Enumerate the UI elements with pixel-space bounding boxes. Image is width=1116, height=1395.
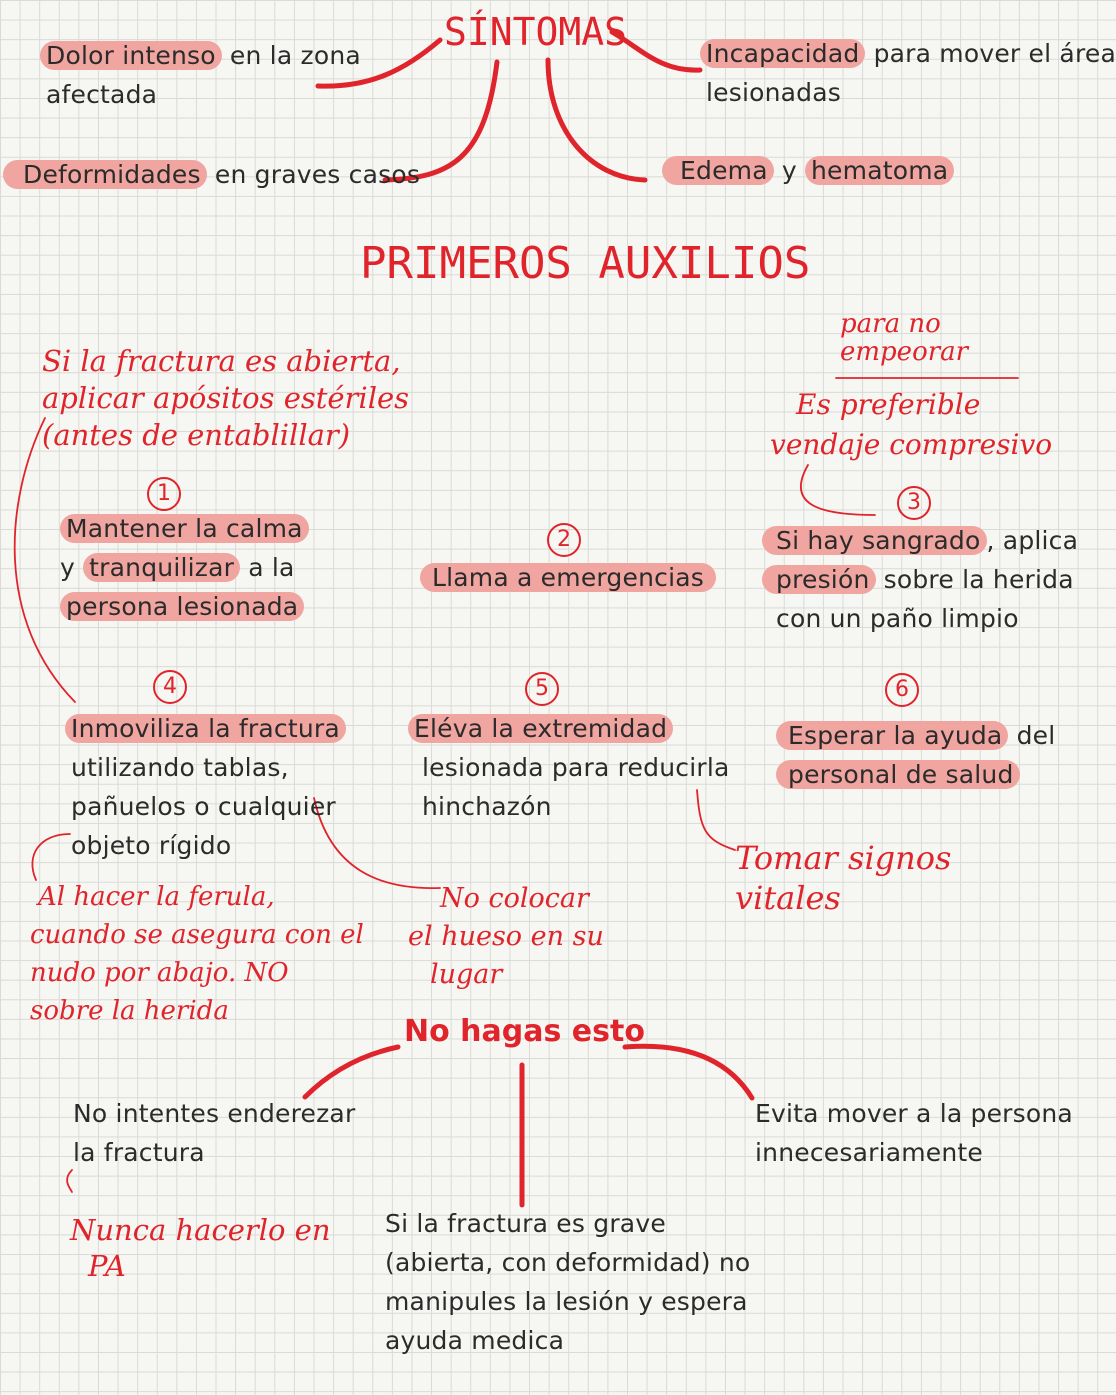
note-para-no-empeorar: para no empeorar bbox=[840, 309, 969, 367]
note-fractura-abierta: Si la fractura es abierta, aplicar apósitos estériles (antes de entablillar) bbox=[42, 344, 410, 452]
no-hagas-left: No intentes enderezar la fractura bbox=[73, 1099, 356, 1167]
highlight-incapacidad: Incapacidad bbox=[700, 39, 865, 68]
connector-no-hagas-right bbox=[625, 1046, 752, 1098]
note-signos-vitales: Tomar signos vitales bbox=[735, 839, 952, 917]
step-5-text: Eléva la extremidad lesionada para reducirla hinchazón bbox=[408, 709, 730, 826]
no-hagas-esto-title: No hagas esto bbox=[404, 1014, 645, 1049]
highlight-edema: Edema bbox=[662, 156, 774, 185]
note-no-colocar-hueso: No colocar el hueso en su lugar bbox=[408, 883, 604, 990]
highlight-hematoma: hematoma bbox=[805, 156, 954, 185]
step-2-text: Llama a emergencias bbox=[420, 558, 716, 597]
connector-vendaje-to-step3 bbox=[801, 465, 875, 515]
highlight-dolor: Dolor intenso bbox=[40, 41, 222, 70]
primeros-auxilios-title: PRIMEROS AUXILIOS bbox=[360, 238, 811, 289]
note-ferula: Al hacer la ferula, cuando se asegura con el nudo por abajo. NO sobre la herida bbox=[30, 882, 364, 1026]
symptom-edema: Edema y hematoma bbox=[662, 151, 954, 190]
symptom-incapacidad: Incapacidad para mover el área lesionadas bbox=[700, 34, 1116, 112]
connector-nohagas-left-note bbox=[67, 1170, 72, 1192]
note-nunca-hacerlo: Nunca hacerlo en PA bbox=[70, 1213, 331, 1283]
step-4-text: Inmoviliza la fractura utilizando tablas, pañuelos o cualquier objeto rígido bbox=[65, 709, 346, 865]
sintomas-title: SÍNTOMAS bbox=[444, 10, 628, 54]
step-6-text: Esperar la ayuda del personal de salud bbox=[776, 716, 1055, 794]
highlight-deformidades: Deformidades bbox=[3, 160, 207, 189]
step-3-number: 3 bbox=[897, 486, 931, 520]
connector-no-hagas-left bbox=[305, 1047, 398, 1097]
symptom-deformidades: Deformidades en graves casos bbox=[3, 155, 420, 194]
step-4-number: 4 bbox=[153, 670, 187, 704]
step-6-number: 6 bbox=[885, 673, 919, 707]
symptom-dolor: Dolor intenso en la zona afectada bbox=[40, 36, 361, 114]
step-1-text: Mantener la calma y tranquilizar a la persona lesionada bbox=[60, 509, 309, 626]
no-hagas-right: Evita mover a la persona innecesariamente bbox=[755, 1099, 1073, 1167]
step-2-number: 2 bbox=[547, 523, 581, 557]
note-vendaje-compresivo: Es preferible vendaje compresivo bbox=[770, 388, 1053, 461]
step-5-number: 5 bbox=[525, 672, 559, 706]
step-1-number: 1 bbox=[147, 477, 181, 511]
no-hagas-center: Si la fractura es grave (abierta, con deformidad) no manipules la lesión y espera ayuda medica bbox=[385, 1209, 751, 1355]
step-3-text: Si hay sangrado , aplica presión sobre la herida con un paño limpio bbox=[762, 521, 1078, 638]
connector-edema bbox=[548, 60, 645, 180]
